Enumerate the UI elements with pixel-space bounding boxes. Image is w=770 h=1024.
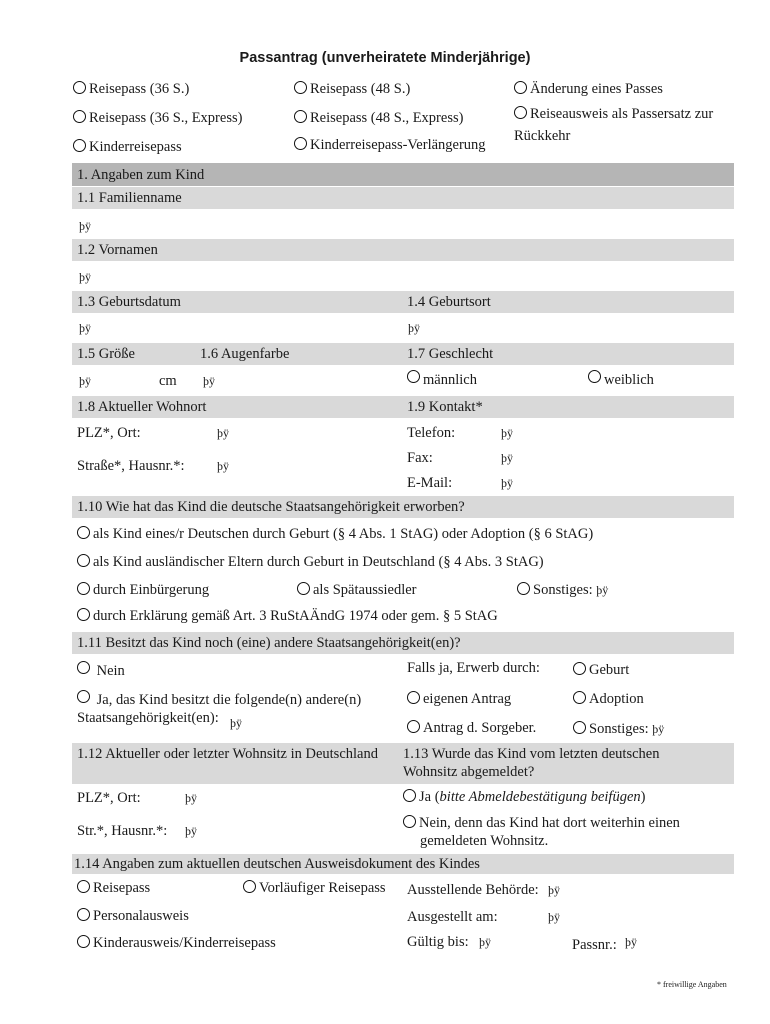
radio-icon[interactable] — [573, 721, 586, 734]
radio-icon[interactable] — [77, 880, 90, 893]
radio-icon[interactable] — [514, 106, 527, 119]
familienname-header: 1.1 Familienname — [72, 187, 734, 209]
option-erwerb-sonstiges[interactable]: Sonstiges: þÿ — [573, 720, 664, 738]
radio-icon[interactable] — [77, 690, 90, 703]
radio-icon[interactable] — [77, 661, 90, 674]
option-spaetaussiedler[interactable]: als Spätaussiedler — [297, 581, 417, 599]
option-erklaerung[interactable]: durch Erklärung gemäß Art. 3 RuStAÄndG 1974 oder gem. § 5 StAG — [77, 607, 498, 625]
erwerb-sonstiges-field[interactable]: þÿ — [652, 722, 665, 736]
sonstiges-field[interactable]: þÿ — [596, 583, 609, 597]
option-geburt-adoption[interactable]: als Kind eines/r Deutschen durch Geburt (§ 4 Abs. 1 StAG) oder Adoption (§ 6 StAG) — [77, 525, 593, 543]
telefon-field[interactable]: þÿ — [501, 426, 513, 440]
ausgestellt-label: Ausgestellt am: — [407, 909, 498, 925]
fax-label: Fax: — [407, 450, 433, 466]
option-reiseausweis[interactable]: Reiseausweis als Passersatz zur — [514, 105, 713, 123]
radio-icon[interactable] — [77, 582, 90, 595]
vornamen-header: 1.2 Vornamen — [72, 239, 734, 261]
option-aenderung[interactable]: Änderung eines Passes — [514, 80, 663, 98]
behoerde-field[interactable]: þÿ — [548, 883, 560, 897]
option-erwerb-geburt[interactable]: Geburt — [573, 661, 629, 679]
option-abgemeldet-nein[interactable]: Nein, denn das Kind hat dort weiterhin einen — [403, 814, 680, 832]
wohnsitz-header: 1.12 Aktueller oder letzter Wohnsitz in Deutschland 1.13 Wurde das Kind vom letzten deutschen Wohnsitz abgemeldet? — [72, 743, 734, 784]
option-kinderreisepass[interactable]: Kinderreisepass — [73, 138, 182, 156]
wohnsitz-plz-field[interactable]: þÿ — [185, 791, 197, 805]
strasse-label: Straße*, Hausnr.*: — [77, 458, 185, 474]
option-erwerb-adoption[interactable]: Adoption — [573, 690, 644, 708]
option-vorlaeufiger-reisepass[interactable]: Vorläufiger Reisepass — [243, 879, 386, 897]
option-weiblich[interactable]: weiblich — [588, 370, 654, 389]
radio-icon[interactable] — [297, 582, 310, 595]
geburtsort-field[interactable]: þÿ — [408, 321, 420, 335]
section-1-header — [72, 163, 734, 186]
radio-icon[interactable] — [77, 935, 90, 948]
radio-icon[interactable] — [294, 110, 307, 123]
radio-icon[interactable] — [573, 691, 586, 704]
email-field[interactable]: þÿ — [501, 476, 513, 490]
radio-icon[interactable] — [403, 815, 416, 828]
fax-field[interactable]: þÿ — [501, 451, 513, 465]
groesse-field[interactable]: þÿ — [79, 374, 91, 388]
telefon-label: Telefon: — [407, 425, 456, 441]
nein-line2: gemeldeten Wohnsitz. — [420, 833, 549, 849]
option-einbuergerung[interactable]: durch Einbürgerung — [77, 581, 209, 599]
staatsangehoerigkeit-header: 1.10 Wie hat das Kind die deutsche Staatsangehörigkeit erworben? — [72, 496, 734, 518]
option-reisepass-36[interactable]: Reisepass (36 S.) — [73, 80, 189, 98]
ja-label-line2: Staatsangehörigkeit(en): — [77, 710, 219, 726]
radio-icon[interactable] — [77, 608, 90, 621]
wohnsitz-plz-label: PLZ*, Ort: — [77, 790, 141, 806]
vornamen-field[interactable]: þÿ — [79, 270, 91, 284]
ausweis-header: 1.14 Angaben zum aktuellen deutschen Ausweisdokument des Kindes — [72, 854, 734, 874]
radio-icon[interactable] — [407, 691, 420, 704]
radio-icon[interactable] — [73, 81, 86, 94]
option-reisepass-48-express[interactable]: Reisepass (48 S., Express) — [294, 109, 463, 127]
option-auslaendische-eltern[interactable]: als Kind ausländischer Eltern durch Geburt in Deutschland (§ 4 Abs. 3 StAG) — [77, 553, 544, 571]
strasse-field[interactable]: þÿ — [217, 459, 229, 473]
merkmale-header: 1.5 Größe 1.6 Augenfarbe 1.7 Geschlecht — [72, 343, 734, 365]
radio-icon[interactable] — [73, 110, 86, 123]
radio-icon[interactable] — [77, 908, 90, 921]
footnote: * freiwillige Angaben — [657, 980, 727, 989]
radio-icon[interactable] — [514, 81, 527, 94]
andere-sta-header: 1.11 Besitzt das Kind noch (eine) andere Staatsangehörigkeit(en)? — [72, 632, 734, 654]
wohnort-header: 1.8 Aktueller Wohnort 1.9 Kontakt* — [72, 396, 734, 418]
cm-label: cm — [159, 373, 177, 389]
section-1-title: 1. Angaben zum Kind — [77, 167, 205, 183]
option-kinderreisepass-verl[interactable]: Kinderreisepass-Verlängerung — [294, 136, 486, 154]
passnr-field[interactable]: þÿ — [625, 935, 637, 949]
option-abgemeldet-ja[interactable]: Ja (bitte Abmeldebestätigung beifügen) — [403, 788, 645, 806]
option-reiseausweis-line2: Rückkehr — [514, 128, 571, 144]
option-maennlich[interactable]: männlich — [407, 370, 477, 389]
option-personalausweis[interactable]: Personalausweis — [77, 907, 189, 925]
radio-icon[interactable] — [294, 137, 307, 150]
falls-ja-label: Falls ja, Erwerb durch: — [407, 660, 540, 676]
geburt-header: 1.3 Geburtsdatum 1.4 Geburtsort — [72, 291, 734, 313]
option-antrag-sorgeber[interactable]: Antrag d. Sorgeber. — [407, 719, 536, 737]
option-nein[interactable]: Nein — [77, 661, 125, 680]
option-eigener-antrag[interactable]: eigenen Antrag — [407, 690, 511, 708]
wohnsitz-str-field[interactable]: þÿ — [185, 824, 197, 838]
radio-icon[interactable] — [73, 139, 86, 152]
radio-icon[interactable] — [517, 582, 530, 595]
radio-icon[interactable] — [403, 789, 416, 802]
radio-icon[interactable] — [588, 370, 601, 383]
passnr-label: Passnr.: — [572, 937, 617, 953]
radio-icon[interactable] — [243, 880, 256, 893]
plz-ort-field[interactable]: þÿ — [217, 426, 229, 440]
andere-sta-field[interactable]: þÿ — [230, 716, 242, 730]
option-reisepass-48[interactable]: Reisepass (48 S.) — [294, 80, 410, 98]
gueltig-label: Gültig bis: — [407, 934, 469, 950]
option-ausweis-reisepass[interactable]: Reisepass — [77, 879, 150, 897]
geburtsdatum-field[interactable]: þÿ — [79, 321, 91, 335]
radio-icon[interactable] — [77, 554, 90, 567]
plz-ort-label: PLZ*, Ort: — [77, 425, 141, 441]
augenfarbe-field[interactable]: þÿ — [203, 374, 215, 388]
option-sonstiges[interactable]: Sonstiges: þÿ — [517, 581, 608, 599]
radio-icon[interactable] — [573, 662, 586, 675]
radio-icon[interactable] — [77, 526, 90, 539]
email-label: E-Mail: — [407, 475, 453, 491]
radio-icon[interactable] — [407, 370, 420, 383]
radio-icon[interactable] — [294, 81, 307, 94]
wohnsitz-str-label: Str.*, Hausnr.*: — [77, 823, 168, 839]
familienname-field[interactable]: þÿ — [79, 219, 91, 233]
gueltig-field[interactable]: þÿ — [479, 935, 491, 949]
radio-icon[interactable] — [407, 720, 420, 733]
ausgestellt-field[interactable]: þÿ — [548, 910, 560, 924]
option-ja[interactable]: Ja, das Kind besitzt die folgende(n) andere(n) — [77, 690, 361, 709]
option-reisepass-36-express[interactable]: Reisepass (36 S., Express) — [73, 109, 242, 127]
form-title: Passantrag (unverheiratete Minderjährige) — [239, 50, 531, 66]
option-kinderausweis[interactable]: Kinderausweis/Kinderreisepass — [77, 934, 276, 952]
behoerde-label: Ausstellende Behörde: — [407, 882, 539, 898]
